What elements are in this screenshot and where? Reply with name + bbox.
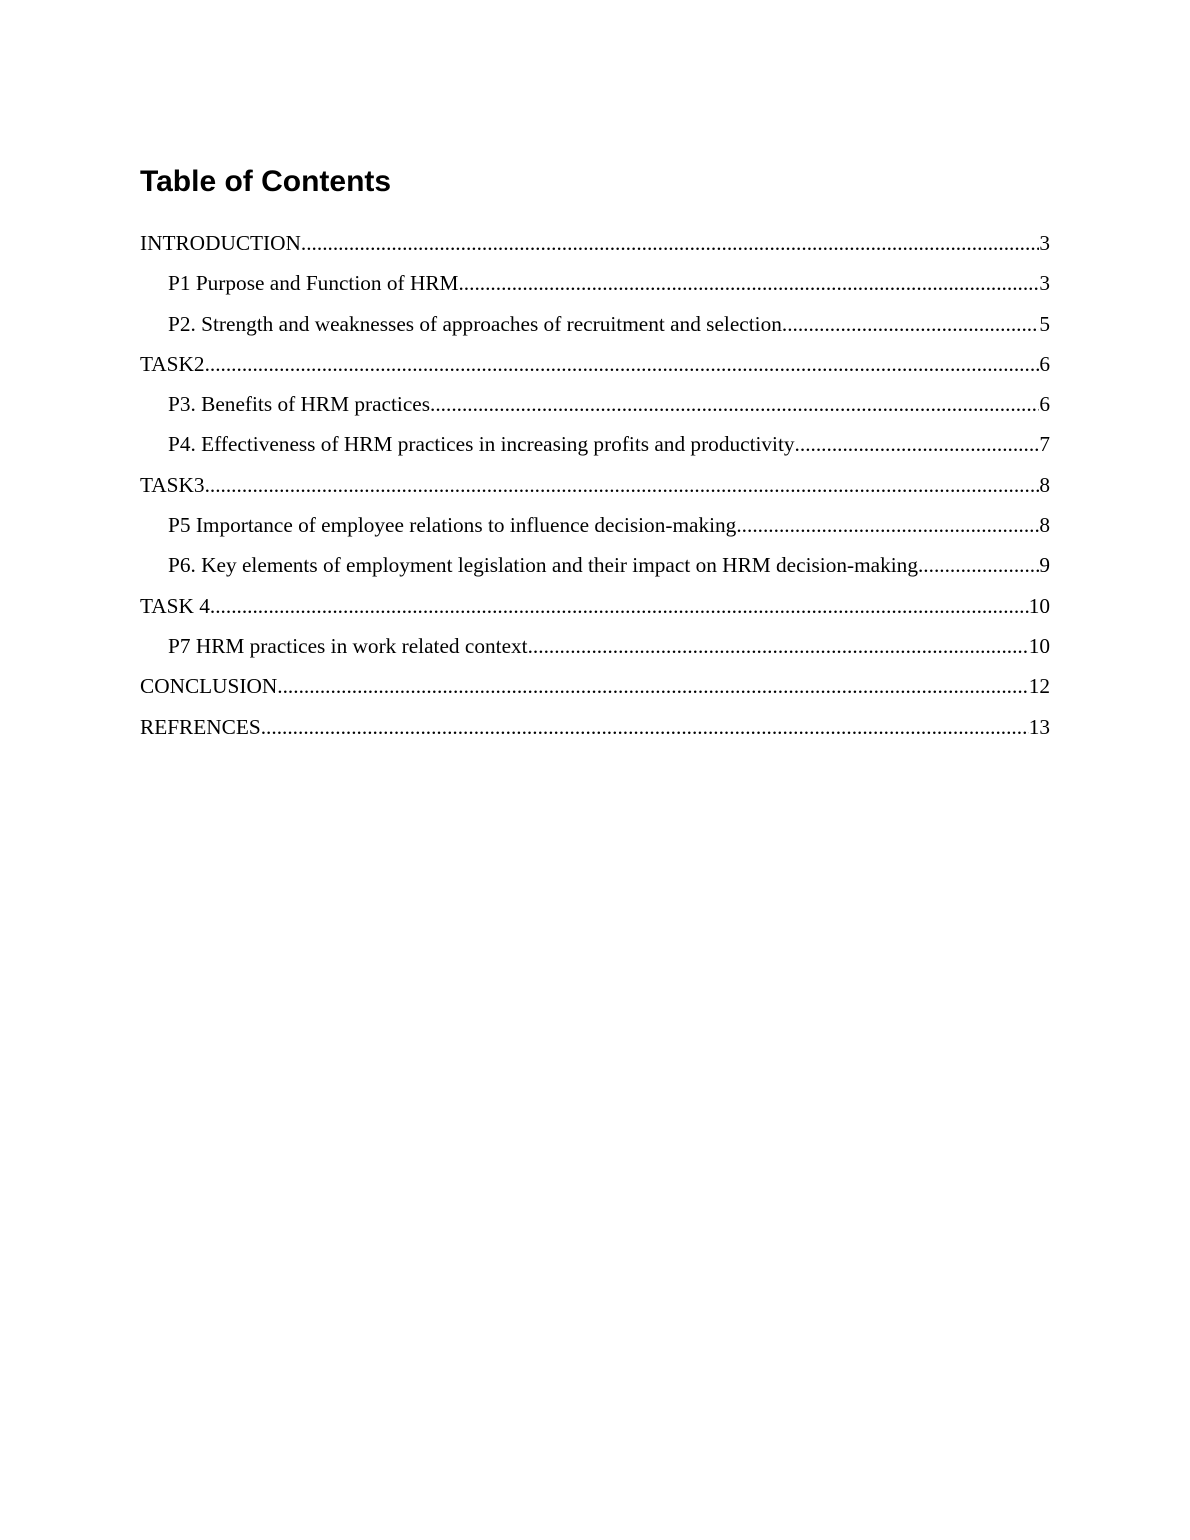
toc-entry-title: P4. Effectiveness of HRM practices in increasing profits and productivity [168,432,795,457]
toc-list [140,226,1050,750]
toc-leader-dots [277,669,1028,703]
toc-page-number: 10 [1028,593,1050,618]
toc-leader-dots [301,226,1039,260]
toc-page-number: 6 [1039,392,1050,417]
toc-page-number: 3 [1039,231,1050,255]
toc-page-number: 6 [1039,351,1050,376]
toc-page-number: 12 [1028,674,1050,699]
toc-page-number: 3 [1039,271,1050,296]
toc-entry[interactable] [140,589,1050,629]
toc-page-number: 9 [1039,553,1050,578]
toc-entry-title: P2. Strength and weaknesses of approaches of recruitment and selection [168,311,782,336]
toc-page-number: 8 [1039,472,1050,497]
toc-entry[interactable] [140,226,1050,266]
toc-entry[interactable] [140,266,1050,306]
toc-leader-dots [430,387,1039,421]
toc-entry-title: TASK 4 [140,593,210,618]
toc-leader-dots [795,427,1040,461]
toc-entry-title: P6. Key elements of employment legislation and their impact on HRM decision-making [168,553,918,578]
toc-entry-title: TASK3 [140,472,205,497]
toc-entry-title: CONCLUSION [140,674,278,699]
toc-leader-dots [205,468,1040,502]
toc-entry-title: P3. Benefits of HRM practices [168,392,431,417]
toc-page-number: 10 [1028,633,1050,658]
toc-leader-dots [528,629,1029,663]
toc-entry[interactable] [140,669,1050,709]
toc-entry[interactable] [140,347,1050,387]
toc-leader-dots [205,347,1040,381]
toc-entry[interactable] [140,307,1050,347]
toc-entry-title: TASK2 [140,351,205,376]
toc-entry[interactable] [140,468,1050,508]
toc-page-number: 7 [1039,432,1050,457]
toc-page-number: 13 [1028,714,1050,739]
toc-entry[interactable] [140,629,1050,669]
toc-entry-title: INTRODUCTION [140,231,301,255]
toc-leader-dots [210,589,1029,623]
toc-leader-dots [261,710,1029,744]
toc-leader-dots [736,508,1039,542]
toc-entry[interactable] [140,427,1050,467]
toc-entry-title: REFRENCES [140,714,261,739]
toc-page-number: 5 [1039,311,1050,336]
toc-title: Table of Contents [140,165,392,198]
toc-entry-title: P7 HRM practices in work related context [168,633,528,658]
toc-leader-dots [458,266,1039,300]
toc-entry-title: P1 Purpose and Function of HRM [168,271,459,296]
toc-entry[interactable] [140,387,1050,427]
toc-page-number: 8 [1039,513,1050,538]
toc-entry[interactable] [140,710,1050,750]
toc-leader-dots [918,548,1039,582]
toc-entry[interactable] [140,548,1050,588]
toc-leader-dots [782,307,1039,341]
toc-entry[interactable] [140,508,1050,548]
toc-entry-title: P5 Importance of employee relations to influence decision-making [168,513,737,538]
